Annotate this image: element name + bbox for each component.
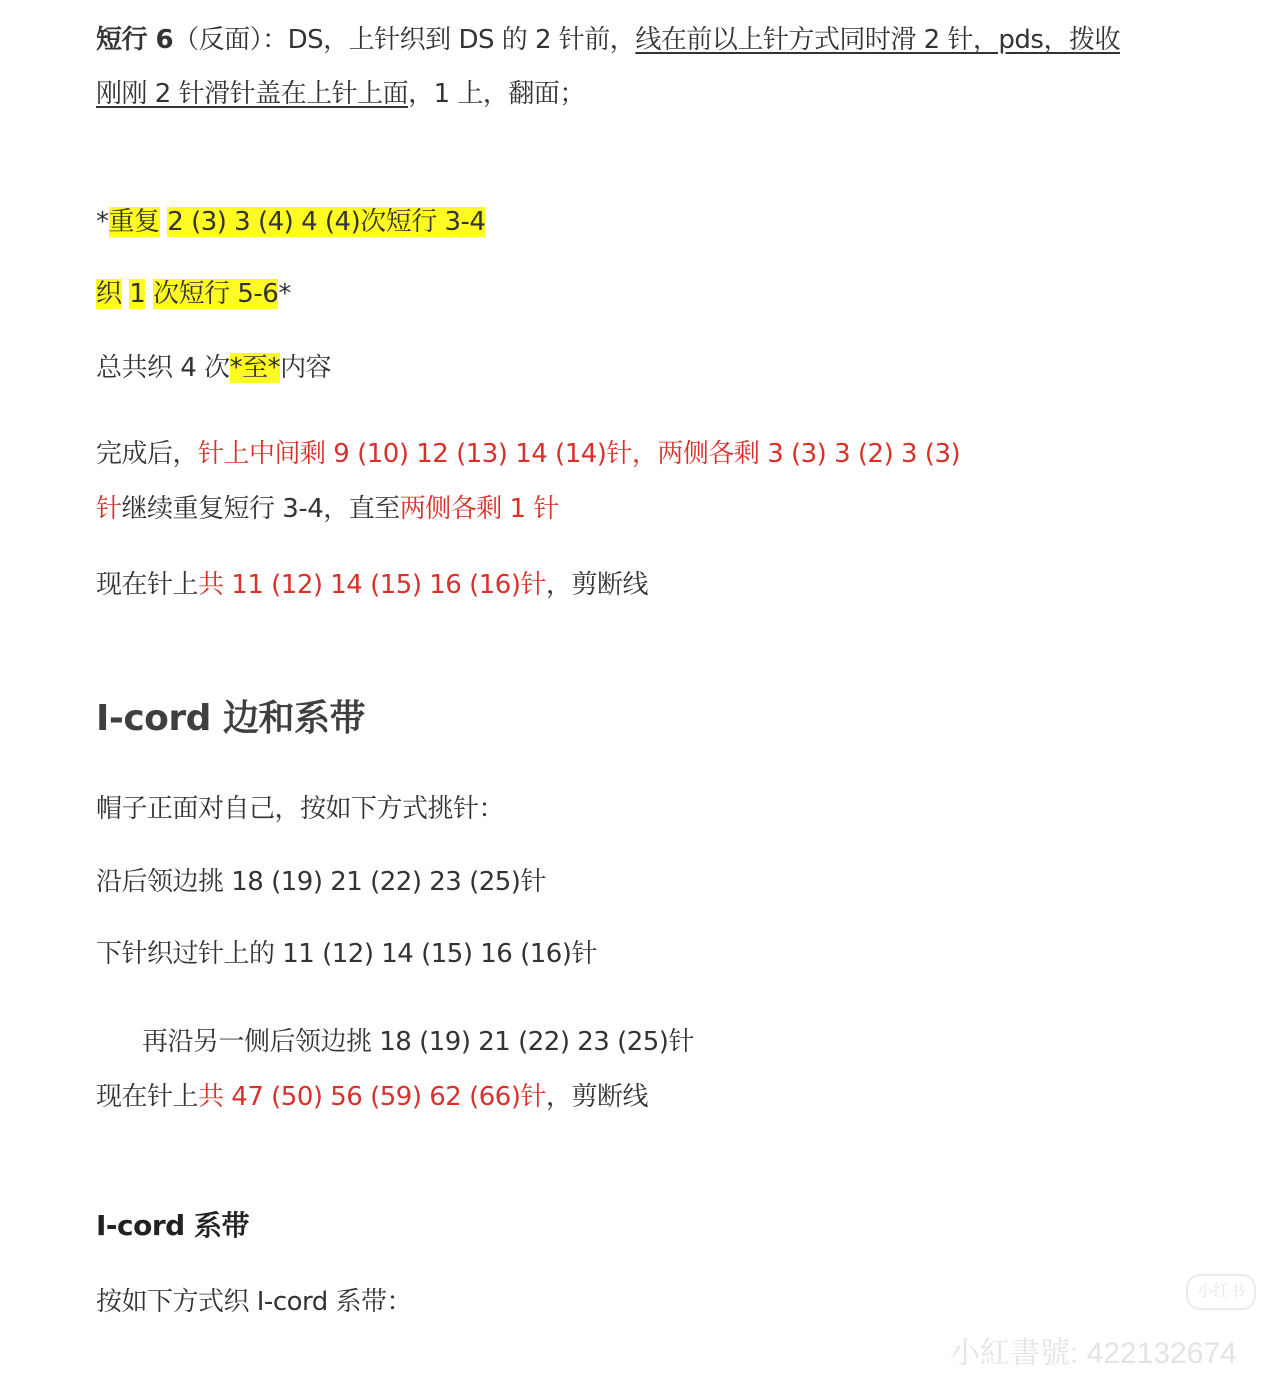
highlight-one: 1 — [129, 279, 146, 309]
stitch-total-line — [96, 567, 648, 603]
continue-text: 继续重复短行 3-4，直至 — [121, 494, 400, 524]
after-completion-line-2 — [96, 491, 559, 527]
short-row-6-underlined-text: 线在前以上针方式同时滑 2 针，pds，拨收 — [635, 25, 1120, 55]
highlight-repeat-count: 2 (3) 3 (4) 4 (4)次短行 3-4 — [167, 207, 486, 237]
short-row-6-label: 短行 6 — [96, 25, 174, 55]
short-row-6-text: （反面）：DS，上针织到 DS 的 2 针前， — [173, 25, 636, 55]
total-text-end: 内容 — [280, 353, 332, 383]
asterisk-start: * — [96, 207, 109, 237]
instruction-row-6-line-1 — [96, 22, 1120, 58]
highlight-knit: 织 — [96, 279, 122, 309]
xiaohongshu-logo-watermark: 小红书 — [1186, 1274, 1256, 1310]
short-row-6-text-2: ，1 上，翻面； — [408, 79, 585, 109]
pickup-back-neck: 沿后领边挑 18 (19) 21 (22) 23 (25)针 — [96, 867, 546, 897]
asterisk-end: * — [278, 279, 291, 309]
red-stitch-counts: 针上中间剩 9 (10) 12 (13) 14 (14)针，两侧各剩 3 (3) 3 (2) 3 (3) — [198, 439, 961, 469]
total-instruction — [96, 350, 331, 386]
on-needle-text-2: 现在针上 — [96, 1082, 199, 1112]
cut-yarn-text: ，剪断线 — [545, 570, 648, 600]
after-completion-line-1 — [96, 436, 960, 472]
red-total: 共 11 (12) 14 (15) 16 (16)针 — [198, 570, 546, 600]
section-heading-icord-edge: I-cord 边和系带 — [96, 698, 365, 739]
red-stitch: 针 — [96, 494, 122, 524]
red-remaining: 两侧各剩 1 针 — [399, 494, 559, 524]
icord-ties-intro: 按如下方式织 I-cord 系带： — [96, 1287, 413, 1317]
short-row-6-underlined-text-2: 刚刚 2 针滑针盖在上针上面 — [96, 79, 409, 109]
instruction-row-6-line-2 — [96, 76, 585, 112]
highlight-repeat: 重复 — [108, 207, 160, 237]
pickup-other-side: 再沿另一侧后领边挑 18 (19) 21 (22) 23 (25)针 — [142, 1027, 694, 1057]
knit-once-instruction — [96, 276, 291, 312]
repeat-instruction — [96, 204, 485, 240]
after-completion-text: 完成后， — [96, 439, 199, 469]
red-total-2: 共 47 (50) 56 (59) 62 (66)针 — [198, 1082, 546, 1112]
on-needle-text: 现在针上 — [96, 570, 199, 600]
pickup-intro: 帽子正面对自己，按如下方式挑针： — [96, 794, 505, 824]
cut-yarn-text-2: ，剪断线 — [545, 1082, 648, 1112]
xiaohongshu-id-watermark: 小紅書號: 422132674 — [950, 1337, 1237, 1370]
knit-across-stitches: 下针织过针上的 11 (12) 14 (15) 16 (16)针 — [96, 939, 597, 969]
subheading-icord-ties: I-cord 系带 — [96, 1209, 249, 1242]
total-text: 总共织 4 次 — [96, 353, 230, 383]
spacer — [145, 279, 153, 309]
highlight-short-row-5-6: 次短行 5-6 — [153, 279, 279, 309]
highlight-asterisk-range: *至* — [229, 353, 281, 383]
stitch-total-line-2 — [96, 1079, 648, 1115]
